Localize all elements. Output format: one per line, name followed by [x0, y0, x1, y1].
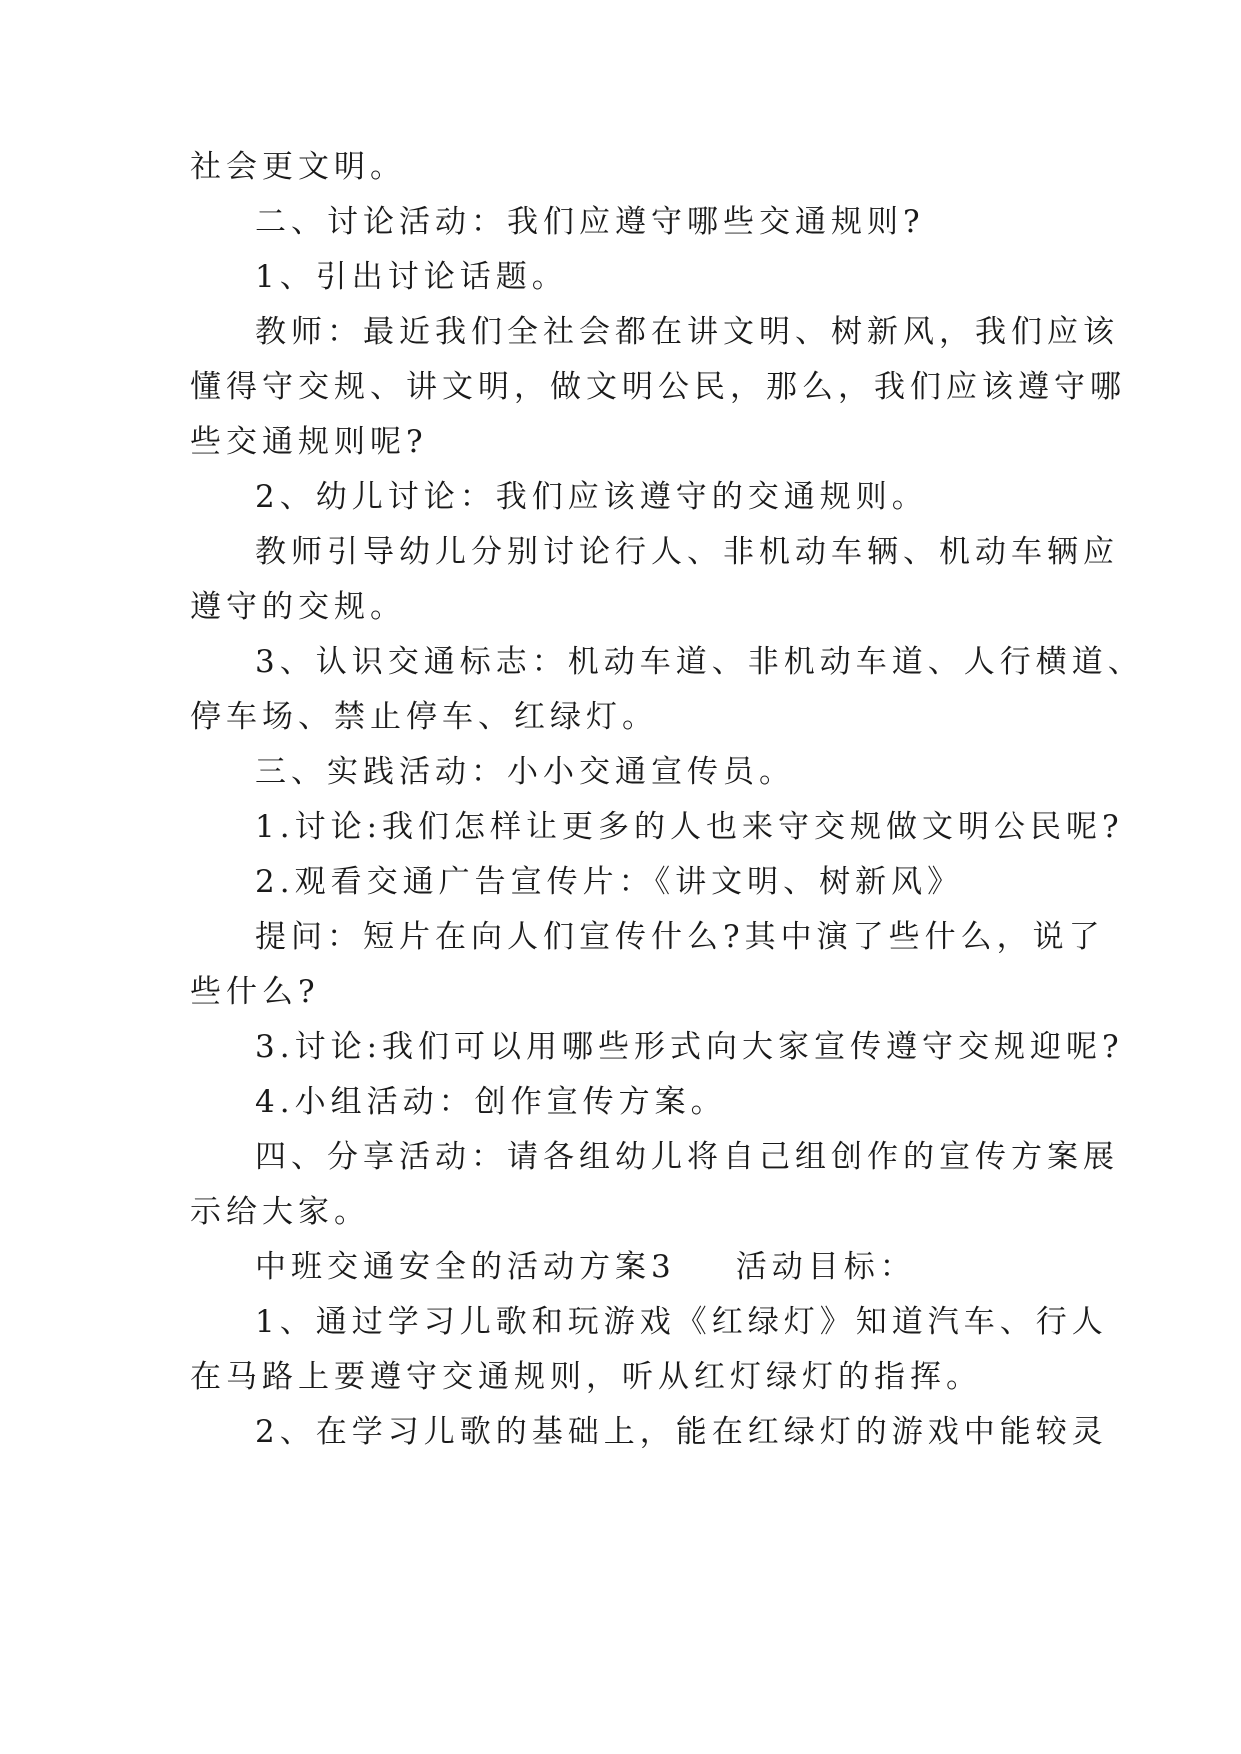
text-line: 1、引出讨论话题。	[255, 259, 568, 295]
section-heading: 二、讨论活动：我们应遵守哪些交通规则?	[255, 204, 925, 240]
text-line: 停车场、禁止停车、红绿灯。	[190, 699, 658, 735]
title-line	[255, 1247, 1145, 1287]
text-line: 社会更文明。	[190, 149, 406, 185]
text-line: 提问：短片在向人们宣传什么?其中演了些什么，说了	[255, 919, 1105, 955]
text-line: 示给大家。	[190, 1194, 370, 1230]
text-line: 些交通规则呢?	[190, 424, 428, 460]
plan-title: 中班交通安全的活动方案3	[255, 1249, 676, 1285]
text-line: 在马路上要遵守交通规则，听从红灯绿灯的指挥。	[190, 1359, 982, 1395]
text-line: 3、认识交通标志：机动车道、非机动车道、人行横道、	[255, 644, 1144, 680]
text-line: 3.讨论:我们可以用哪些形式向大家宣传遵守交规迎呢?	[255, 1029, 1124, 1065]
text-line: 1、通过学习儿歌和玩游戏《红绿灯》知道汽车、行人	[255, 1304, 1108, 1340]
text-line: 教师引导幼儿分别讨论行人、非机动车辆、机动车辆应	[255, 534, 1119, 570]
text-line: 2、在学习儿歌的基础上，能在红绿灯的游戏中能较灵	[255, 1414, 1108, 1450]
goals-heading: 活动目标：	[735, 1249, 916, 1285]
text-line: 教师：最近我们全社会都在讲文明、树新风，我们应该	[255, 314, 1119, 350]
section-heading: 三、实践活动：小小交通宣传员。	[255, 754, 795, 790]
text-line: 些什么?	[190, 974, 320, 1010]
text-line: 遵守的交规。	[190, 589, 406, 625]
text-line: 2.观看交通广告宣传片：《讲文明、树新风》	[255, 864, 964, 900]
section-heading: 四、分享活动：请各组幼儿将自己组创作的宣传方案展	[255, 1139, 1119, 1175]
text-line: 2、幼儿讨论：我们应该遵守的交通规则。	[255, 479, 928, 515]
text-line: 4.小组活动：创作宣传方案。	[255, 1084, 727, 1120]
text-line: 懂得守交规、讲文明，做文明公民，那么，我们应该遵守哪	[190, 369, 1126, 405]
text-line: 1.讨论:我们怎样让更多的人也来守交规做文明公民呢?	[255, 809, 1124, 845]
